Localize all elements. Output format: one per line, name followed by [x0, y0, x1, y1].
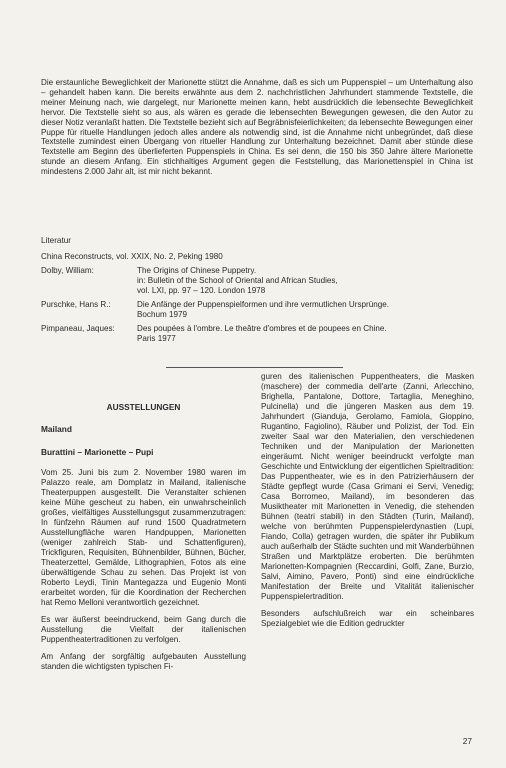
body-paragraph: Am Anfang der sorgfältig aufgebauten Ausstellung standen die wichtigsten typischen Fi-: [41, 652, 246, 671]
reference-line: Bochum 1979: [137, 310, 187, 319]
intro-paragraph: Die erstaunliche Beweglichkeit der Marionette stützt die Annahme, daß es sich um Puppenspiel – um Unterhaltung also – gehandelt haben kann. Die bereits erwähnte aus dem 2. nachchristlichen Jahrhundert stammende Textstelle, die meiner Meinung nach, wie dargelegt, nur Marionette meinen kann, hebt ausdrücklich die lebensechte Beweglichkeit hervor. Die Textstelle sieht so aus, als wären es gerade die lebensechten Bewegungen gewesen, die den Autor zu dieser Notiz veranlaßt hatten. Die Textstelle bezieht sich auf Begräbnisfeierlichkeiten; da lebensechte Bewegungen einer Puppe für rituelle Handlungen jedoch alles andere als notwendig sind, ist die Annahme nicht unbegründet, daß diese Textstelle zumindest einen Übergang von ritueller Handlung zur Unterhaltung bezeichnet. Damit aber stünde diese Textstelle am Beginn des überlieferten Puppenspiels in China. Es sei denn, die 150 bis 350 Jahre ältere Marionette stunde an diesem Anfang. Ein stichhaltiges Argument gegen die Feststellung, das Marionettenspiel in China ist mindestens 2.000 Jahr alt, ist mir nicht bekannt.: [41, 78, 473, 177]
literature-author: Purschke, Hans R.:: [41, 300, 111, 309]
section-divider: [166, 367, 343, 368]
reference-line: vol. LXI, pp. 97 – 120. London 1978: [137, 286, 266, 295]
literature-heading: Literatur: [41, 236, 72, 245]
body-paragraph: guren des italienischen Puppentheaters, die Masken (maschere) der commedia dell'arte (Zanni, Arlecchino, Brighella, Pantalone, Dottore, Tartaglia, Meneghino, Pulcinella) und die jüngeren Masken aus dem 19. Jahrhundert (Gianduja, Gerolamo, Famiola, Gioppino, Rugantino, Fagiolino), Räuber und Polizist, der Tod. Ein zweiter Saal war den Materialien, den verschiedenen Techniken und der Manipulation der Marionetten eingeräumt. Nicht weniger beeindruckt verfolgte man Geschichte und Entwicklung der eigentlichen Spieltradition: Das Puppentheater, wie es in den Patrizierhäusern der Städte gepflegt wurde (Casa Grimani ei Servi, Venedig; Casa Borromeo, Mailand), im besonderen das Musiktheater mit Marionetten in Venedig, die stehenden Bühnen (teatri stabili) in den Städten (Turin, Mailand), welche von berühmten Puppenspielerdynastien (Lupi, Fiando, Colla) getragen wurden, die später ihr Publikum auch außerhalb der Städte suchten und mit Wanderbühnen Straßen und Marktplätze eroberten. Die berühmten Marionetten-Kompagnien (Reccardini, Golfi, Zane, Burzio, Salvi, Aimino, Pavero, Ponti) sind eine eindrückliche Manifestation der Breite und Vitalität italienischer Puppenspielertradition.: [261, 372, 474, 601]
literature-reference: [137, 324, 481, 344]
literature-reference: [137, 266, 481, 296]
reference-line: in: Bulletin of the School of Oriental and African Studies,: [137, 276, 338, 285]
literature-author: Pimpaneau, Jaques:: [41, 324, 115, 333]
reference-line: Die Anfänge der Puppenspielformen und ihre vermutlichen Ursprünge.: [137, 300, 389, 309]
right-column: [261, 372, 474, 636]
section-title: AUSSTELLUNGEN: [106, 402, 181, 412]
body-paragraph: Besonders aufschlußreich war ein scheinbares Spezialgebiet wie die Edition gedruckter: [261, 609, 474, 628]
literature-author: Dolby, William:: [41, 266, 94, 275]
literature-reference: [137, 300, 481, 320]
section-city: Mailand: [41, 424, 72, 434]
body-paragraph: Es war äußerst beeindruckend, beim Gang durch die Ausstellung die Vielfalt der italienischen Puppentheatertraditionen zu verfolgen.: [41, 615, 246, 644]
page-number: 27: [462, 736, 472, 746]
reference-line: Des poupées à l'ombre. Le theâtre d'ombres et de poupees en Chine.: [137, 324, 387, 333]
body-paragraph: Vom 25. Juni bis zum 2. November 1980 waren im Palazzo reale, am Domplatz in Mailand, italienische Theaterpuppen ausgestellt. Die Veranstalter schienen keine Mühe gescheut zu haben, ein unwahrscheinlich großes, vielfältiges Ausstellungsgut zusammenzutragen: In fünfzehn Räumen auf rund 1500 Quadratmetern Ausstellungfläche waren Handpuppen, Marionetten (weniger zahlreich Stab- und Schattenfiguren), Trickfiguren, Requisiten, Bühnenbilder, Bühnen, Bücher, Theaterzettel, Gemälde, Lithographien, Fotos als eine überwältigende Schau zu sehen. Das Projekt ist von Roberto Leydi, Tinin Mantegazza und Eugenio Monti erarbeitet worden, für die Koordination der Recherchen hat Remo Melloni verantwortlich gezeichnet.: [41, 468, 246, 607]
left-column: [41, 468, 246, 679]
literature-entry-china-reconstructs: China Reconstructs, vol. XXIX, No. 2, Peking 1980: [41, 252, 223, 261]
section-subtitle: Burattini – Marionette – Pupi: [41, 447, 154, 457]
reference-line: The Origins of Chinese Puppetry.: [137, 266, 257, 275]
reference-line: Paris 1977: [137, 334, 176, 343]
